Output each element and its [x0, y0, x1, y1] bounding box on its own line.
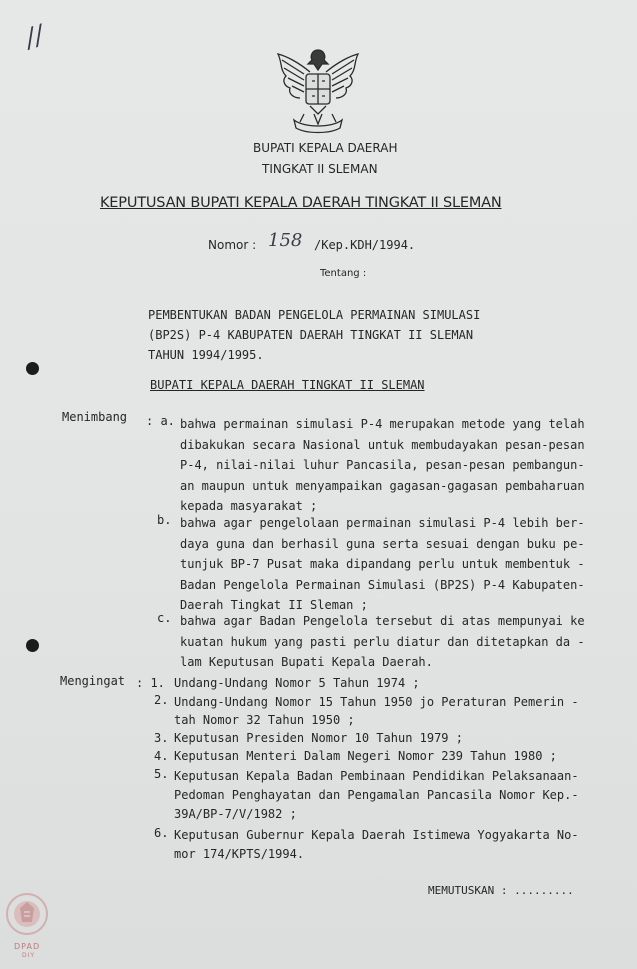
item-marker: 2.: [154, 693, 169, 707]
item-marker: 3.: [154, 731, 169, 745]
item-line: kuatan hukum yang pasti perlu diatur dan ditetapkan da -: [180, 634, 585, 649]
nomor-handwritten-number: 158: [268, 230, 303, 251]
garuda-emblem-icon: [274, 42, 362, 138]
item-line: Keputusan Gubernur Kepala Daerah Istimewa Yogyakarta No-: [174, 828, 579, 842]
item-line: Keputusan Kepala Badan Pembinaan Pendidikan Pelaksanaan-: [174, 769, 579, 783]
subject-line: TAHUN 1994/1995.: [148, 348, 264, 362]
item-line: bahwa agar Badan Pengelola tersebut di atas mempunyai ke: [180, 614, 585, 628]
subject-line: (BP2S) P-4 KABUPATEN DAERAH TINGKAT II SLEMAN: [148, 328, 474, 342]
mengingat-item-5: [174, 767, 579, 824]
item-line: Pedoman Penghayatan dan Pengamalan Pancasila Nomor Kep.-: [174, 788, 579, 802]
nomor-suffix: /Kep.KDH/1994.: [314, 238, 416, 252]
document-title: KEPUTUSAN BUPATI KEPALA DAERAH TINGKAT II SLEMAN: [100, 195, 502, 211]
margin-handwritten-mark: //: [21, 20, 48, 54]
item-line: tunjuk BP-7 Pusat maka dipandang perlu untuk membentuk -: [180, 557, 585, 571]
item-line: 39A/BP-7/V/1982 ;: [174, 807, 297, 821]
item-line: bahwa agar pengelolaan permainan simulasi P-4 lebih ber-: [180, 516, 585, 530]
item-marker: 4.: [154, 749, 169, 763]
mengingat-item-1: [174, 676, 420, 690]
item-line: Keputusan Menteri Dalam Negeri Nomor 239 Tahun 1980 ;: [174, 749, 557, 763]
subject-block: [148, 305, 480, 365]
menimbang-item-c: [180, 611, 585, 673]
item-line: Daerah Tingkat II Sleman ;: [180, 598, 368, 612]
mengingat-item-4: [174, 749, 557, 763]
item-line: Keputusan Presiden Nomor 10 Tahun 1979 ;: [174, 731, 463, 745]
header-line-1: BUPATI KEPALA DAERAH: [253, 141, 398, 155]
binder-hole: [26, 639, 39, 652]
item-marker: c.: [157, 611, 172, 625]
item-marker: 5.: [154, 767, 169, 781]
item-line: daya guna dan berhasil guna serta sesuai dengan buku pe-: [180, 536, 585, 551]
menimbang-item-b: [180, 513, 585, 616]
header-line-2: TINGKAT II SLEMAN: [262, 162, 378, 176]
watermark-text-small: DIY: [22, 952, 36, 959]
tentang-label: Tentang :: [320, 268, 367, 279]
binder-hole: [26, 362, 39, 375]
menimbang-item-a: [180, 414, 585, 517]
item-line: tah Nomor 32 Tahun 1950 ;: [174, 713, 355, 727]
mengingat-item-3: [174, 731, 463, 745]
item-line: mor 174/KPTS/1994.: [174, 847, 305, 861]
menimbang-label: Menimbang: [62, 410, 128, 424]
memutuskan-label: MEMUTUSKAN : .........: [428, 884, 574, 897]
nomor-label: Nomor :: [208, 238, 257, 252]
item-line: an maupun untuk menyampaikan gagasan-gagasan pembaharuan: [180, 478, 585, 493]
mengingat-item-2: [174, 693, 579, 729]
item-line: dibakukan secara Nasional untuk membudayakan pesan-pesan: [180, 437, 585, 452]
subject-line: PEMBENTUKAN BADAN PENGELOLA PERMAINAN SIMULASI: [148, 308, 481, 322]
item-line: P-4, nilai-nilai luhur Pancasila, pesan-pesan pembangun-: [180, 458, 585, 472]
item-marker: 6.: [154, 826, 169, 840]
item-line: kepada masyarakat ;: [180, 499, 318, 513]
mengingat-label: Mengingat: [60, 674, 126, 688]
item-line: bahwa permainan simulasi P-4 merupakan metode yang telah: [180, 417, 585, 431]
official-heading: BUPATI KEPALA DAERAH TINGKAT II SLEMAN: [150, 378, 425, 392]
item-marker: b.: [157, 513, 172, 527]
watermark-text: DPAD: [14, 942, 41, 951]
item-line: Undang-Undang Nomor 5 Tahun 1974 ;: [174, 676, 420, 690]
item-line: Badan Pengelola Permainan Simulasi (BP2S) P-4 Kabupaten-: [180, 577, 585, 592]
item-marker: : 1.: [136, 676, 165, 690]
item-line: Undang-Undang Nomor 15 Tahun 1950 jo Peraturan Pemerin -: [174, 695, 579, 709]
item-line: lam Keputusan Bupati Kepala Daerah.: [180, 655, 433, 669]
mengingat-item-6: [174, 826, 579, 864]
item-marker: : a.: [146, 414, 175, 428]
